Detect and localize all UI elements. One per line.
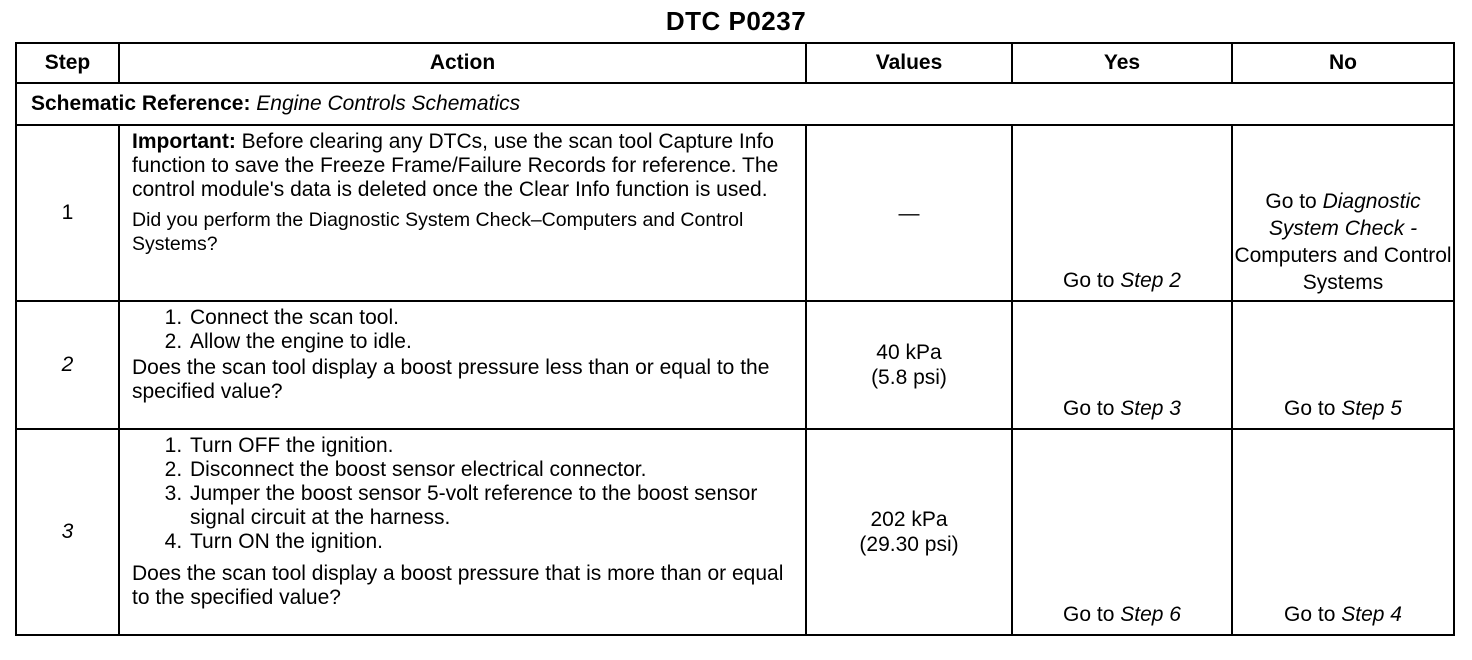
no-step-link[interactable]: Step 4 [1341, 603, 1402, 626]
no-cell [1232, 301, 1454, 429]
value-dash: — [898, 201, 920, 225]
procedure-list [132, 434, 797, 554]
header-no: No [1232, 43, 1454, 83]
value-cell [806, 429, 1012, 635]
procedure-list [132, 306, 797, 354]
question-text: Does the scan tool display a boost pressure that is more than or equal to the specified value? [132, 562, 784, 609]
value-cell [806, 301, 1012, 429]
yes-prefix: Go to [1063, 269, 1115, 292]
diagnostic-table [15, 42, 1455, 636]
no-cell [1232, 125, 1454, 301]
step-number: 2 [16, 301, 119, 429]
header-values: Values [806, 43, 1012, 83]
important-note [132, 130, 797, 202]
yes-prefix: Go to [1063, 397, 1115, 420]
procedure-step: 2. Disconnect the boost sensor electrical connector. [188, 458, 797, 482]
procedure-step: 1. Turn OFF the ignition. [188, 434, 797, 458]
question-text: Does the scan tool display a boost pressure less than or equal to the specified value? [132, 356, 770, 403]
schematic-link[interactable]: Engine Controls Schematics [256, 92, 521, 115]
step-number: 3 [16, 429, 119, 635]
yes-cell [1012, 125, 1232, 301]
no-prefix: Go to [1284, 397, 1336, 420]
yes-step-link[interactable]: Step 6 [1120, 603, 1181, 626]
yes-step-link[interactable]: Step 3 [1120, 397, 1181, 420]
no-cell [1232, 429, 1454, 635]
no-suffix: Computers and Control Systems [1234, 244, 1452, 294]
action-cell [119, 301, 806, 429]
value-kpa: 40 kPa [876, 341, 942, 364]
important-text: Before clearing any DTCs, use the scan tool Capture Info function to save the Freeze Frame/Failure Records for reference. The control module's data is deleted once the Clear Info function is used. [132, 130, 779, 201]
step-number: 1 [16, 125, 119, 301]
important-label: Important: [132, 130, 236, 153]
action-cell [119, 429, 806, 635]
no-prefix: Go to [1265, 190, 1317, 213]
action-cell [119, 125, 806, 301]
no-step-link[interactable]: Step 5 [1341, 397, 1402, 420]
procedure-step: 3. Jumper the boost sensor 5-volt reference to the boost sensor signal circuit at the harness. [188, 482, 797, 530]
value-cell [806, 125, 1012, 301]
schematic-label: Schematic Reference: [31, 92, 251, 115]
no-diagnostic-link[interactable]: Diagnostic System Check - [1268, 190, 1421, 240]
yes-step-link[interactable]: Step 2 [1120, 269, 1181, 292]
procedure-step: 2. Allow the engine to idle. [188, 330, 797, 354]
schematic-reference [16, 83, 1454, 125]
table-row [16, 301, 1454, 429]
header-yes: Yes [1012, 43, 1232, 83]
table-row [16, 125, 1454, 301]
value-kpa: 202 kPa [870, 508, 948, 531]
procedure-step: 1. Connect the scan tool. [188, 306, 797, 330]
value-psi: (29.30 psi) [859, 533, 959, 556]
schematic-row [16, 83, 1454, 125]
no-prefix: Go to [1284, 603, 1336, 626]
header-row [16, 43, 1454, 83]
procedure-step: 4. Turn ON the ignition. [188, 530, 797, 554]
header-action: Action [119, 43, 806, 83]
value-psi: (5.8 psi) [871, 366, 947, 389]
question-text: Did you perform the Diagnostic System Check–Computers and Control Systems? [132, 209, 744, 255]
table-row [16, 429, 1454, 635]
header-step: Step [16, 43, 119, 83]
yes-cell [1012, 429, 1232, 635]
document-title: DTC P0237 [665, 6, 807, 36]
yes-cell [1012, 301, 1232, 429]
yes-prefix: Go to [1063, 603, 1115, 626]
